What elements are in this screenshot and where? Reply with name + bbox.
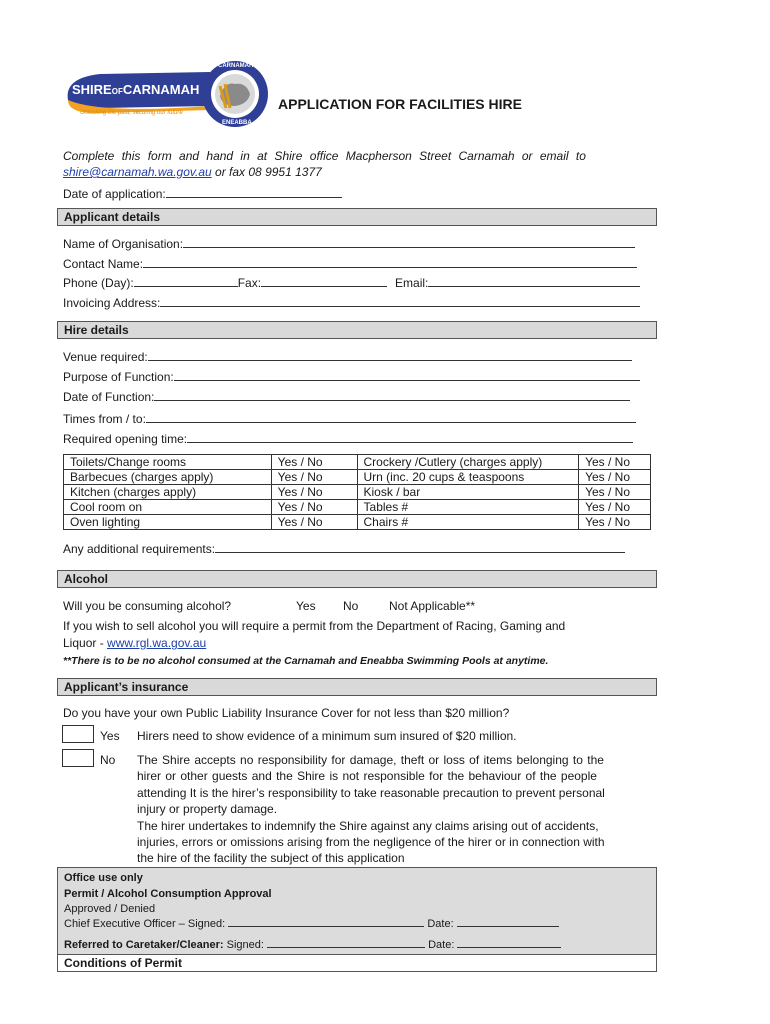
venue-field[interactable]: [63, 349, 632, 364]
alcohol-permit-link-row: [63, 636, 206, 650]
seal-top-text: CARNAMAH: [218, 63, 254, 69]
office-use-heading: Office use only: [64, 872, 143, 884]
facility-item: Kitchen (charges apply): [64, 485, 272, 500]
disclaimer-line: injuries, errors or omissions arising from the negligence of the hirer or in connection with: [137, 835, 605, 850]
additional-requirements-label: Any additional requirements:: [63, 542, 216, 556]
fax-text: or fax 08 9951 1377: [211, 165, 322, 179]
phone-label: Phone (Day):: [63, 276, 134, 290]
facility-item: Toilets/Change rooms: [64, 455, 272, 470]
table-row: [64, 515, 651, 530]
insurance-no-label: No: [100, 753, 116, 767]
times-label: Times from / to:: [63, 412, 146, 426]
fax-label: Fax:: [237, 276, 262, 290]
venue-label: Venue required:: [63, 350, 148, 364]
times-field[interactable]: [63, 411, 636, 426]
logo-wordmark: SHIREOFCARNAMAH: [72, 82, 200, 97]
logo-tagline: Unlocking the past, securing our future: [80, 110, 183, 116]
insurance-yes-label: Yes: [100, 729, 120, 743]
function-date-label: Date of Function:: [63, 390, 155, 404]
facility-option[interactable]: Yes / No: [579, 515, 651, 530]
alcohol-permit-text: If you wish to sell alcohol you will require a permit from the Department of Racing, Gaming and: [63, 619, 566, 633]
applicant-details-heading: Applicant details: [57, 208, 657, 226]
alcohol-heading: Alcohol: [57, 570, 657, 588]
table-row: [64, 485, 651, 500]
ceo-signed-label: Chief Executive Officer – Signed:: [64, 918, 226, 930]
disclaimer-line: The Shire accepts no responsibility for damage, theft or loss of items belonging to the: [137, 753, 604, 767]
shire-logo: [60, 56, 270, 132]
conditions-of-permit-heading: Conditions of Permit: [57, 954, 657, 972]
date-of-application-label: Date of application:: [63, 187, 166, 201]
disclaimer-line: injury or property damage.: [137, 802, 278, 817]
alcohol-yes-option[interactable]: Yes: [296, 599, 316, 613]
facility-option[interactable]: Yes / No: [271, 485, 357, 500]
approved-denied-option[interactable]: Approved / Denied: [64, 903, 156, 915]
alcohol-na-option[interactable]: Not Applicable**: [389, 599, 476, 613]
invoicing-address-label: Invoicing Address:: [63, 296, 161, 310]
table-row: [64, 500, 651, 515]
facility-item: Barbecues (charges apply): [64, 470, 272, 485]
referred-label: Referred to Caretaker/Cleaner:: [64, 939, 224, 951]
table-row: [64, 455, 651, 470]
ceo-signature-row[interactable]: [64, 917, 559, 931]
facility-item: Tables #: [357, 500, 579, 515]
email-label: Email:: [395, 276, 429, 290]
office-use-box: [57, 867, 657, 955]
organisation-field[interactable]: [63, 236, 635, 251]
insurance-yes-checkbox[interactable]: [62, 725, 94, 743]
facility-option[interactable]: Yes / No: [579, 485, 651, 500]
caretaker-date-label: Date:: [428, 939, 455, 951]
caretaker-referral-row[interactable]: [64, 938, 561, 952]
phone-fax-email-row[interactable]: [63, 275, 640, 290]
function-date-field[interactable]: [63, 389, 630, 404]
table-row: [64, 470, 651, 485]
disclaimer-line: hirer or other guests and the Shire is not responsible for the behaviour of the people: [137, 769, 597, 784]
alcohol-question: Will you be consuming alcohol?: [63, 599, 232, 613]
facility-option[interactable]: Yes / No: [579, 455, 651, 470]
facilities-table: [63, 454, 651, 530]
hire-details-heading: Hire details: [57, 321, 657, 339]
permit-approval-heading: Permit / Alcohol Consumption Approval: [64, 888, 272, 900]
insurance-yes-text: Hirers need to show evidence of a minimum sum insured of $20 million.: [137, 729, 517, 743]
opening-time-field[interactable]: [63, 431, 633, 446]
insurance-heading: Applicant’s insurance: [57, 678, 657, 696]
seal-bottom-text: ENEABBA: [222, 120, 252, 126]
intro-contact: [63, 165, 322, 179]
liability-disclaimer: [137, 752, 657, 867]
facility-option[interactable]: Yes / No: [271, 455, 357, 470]
facility-option[interactable]: Yes / No: [271, 470, 357, 485]
caretaker-signed-label: Signed:: [226, 939, 264, 951]
page-title: APPLICATION FOR FACILITIES HIRE: [278, 96, 522, 112]
facility-item: Cool room on: [64, 500, 272, 515]
facility-item: Crockery /Cutlery (charges apply): [357, 455, 579, 470]
liquor-text: Liquor -: [63, 636, 108, 650]
intro-text: Complete this form and hand in at Shire office Macpherson Street Carnamah or email to: [63, 149, 586, 163]
ceo-date-label: Date:: [427, 918, 454, 930]
facility-item: Chairs #: [357, 515, 579, 530]
opening-time-label: Required opening time:: [63, 432, 188, 446]
invoicing-address-field[interactable]: [63, 295, 640, 310]
swimming-pool-note: **There is to be no alcohol consumed at the Carnamah and Eneabba Swimming Pools at anytime.: [63, 655, 549, 667]
facility-option[interactable]: Yes / No: [271, 500, 357, 515]
contact-name-field[interactable]: [63, 256, 637, 271]
disclaimer-line: The hirer undertakes to indemnify the Shire against any claims arising out of accidents,: [137, 818, 599, 833]
purpose-field[interactable]: [63, 369, 640, 384]
date-of-application-field[interactable]: [63, 186, 342, 201]
purpose-label: Purpose of Function:: [63, 370, 174, 384]
facility-item: Oven lighting: [64, 515, 272, 530]
disclaimer-line: the hire of the facility the subject of this application: [137, 851, 405, 866]
insurance-question: Do you have your own Public Liability Insurance Cover for not less than $20 million?: [63, 706, 510, 720]
disclaimer-line: attending It is the hirer’s responsibility to take reasonable precaution to prevent personal: [137, 785, 605, 800]
shire-email-link[interactable]: shire@carnamah.wa.gov.au: [63, 165, 212, 179]
rgl-website-link[interactable]: www.rgl.wa.gov.au: [107, 636, 207, 650]
facility-item: Urn (inc. 20 cups & teaspoons: [357, 470, 579, 485]
additional-requirements-field[interactable]: [63, 541, 625, 556]
insurance-no-checkbox[interactable]: [62, 749, 94, 767]
facility-option[interactable]: Yes / No: [579, 500, 651, 515]
facility-option[interactable]: Yes / No: [271, 515, 357, 530]
contact-name-label: Contact Name:: [63, 257, 144, 271]
facility-option[interactable]: Yes / No: [579, 470, 651, 485]
alcohol-no-option[interactable]: No: [343, 599, 359, 613]
organisation-label: Name of Organisation:: [63, 237, 184, 251]
facility-item: Kiosk / bar: [357, 485, 579, 500]
